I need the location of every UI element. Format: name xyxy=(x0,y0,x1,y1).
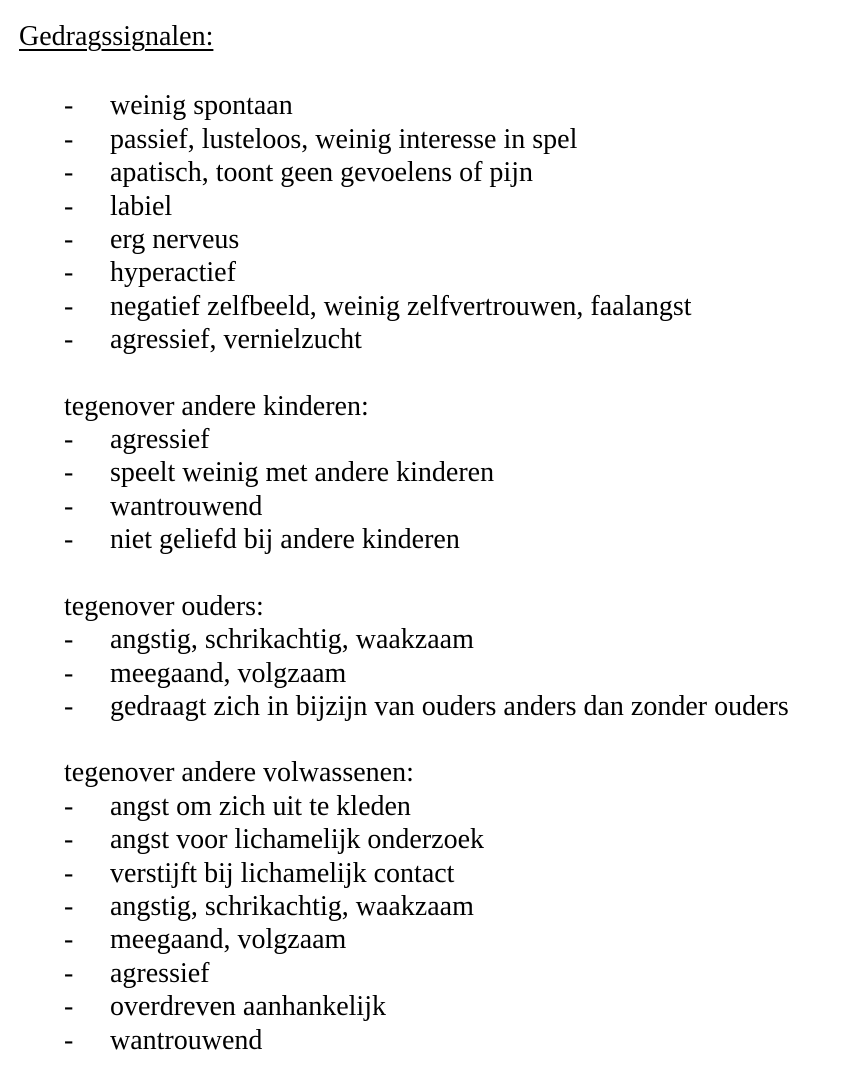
list-item-text: apatisch, toont geen gevoelens of pijn xyxy=(110,157,533,189)
list-item xyxy=(64,690,852,723)
dash-bullet: - xyxy=(64,490,74,522)
dash-bullet: - xyxy=(64,657,74,689)
dash-bullet: - xyxy=(64,957,74,989)
dash-bullet: - xyxy=(64,157,74,189)
dash-bullet: - xyxy=(64,624,74,656)
list-item-text: angstig, schrikachtig, waakzaam xyxy=(110,890,474,922)
list-item xyxy=(64,857,852,890)
list-item xyxy=(64,456,852,489)
dash-bullet: - xyxy=(64,790,74,822)
list-item-text: angst voor lichamelijk onderzoek xyxy=(110,824,484,856)
section-header: tegenover andere kinderen: xyxy=(64,390,369,422)
dash-bullet: - xyxy=(64,924,74,956)
dash-bullet: - xyxy=(64,1024,74,1056)
list-item-text: weinig spontaan xyxy=(110,90,293,122)
section-header: tegenover ouders: xyxy=(64,590,264,622)
section-towards-other-adults xyxy=(64,756,852,1057)
list-item xyxy=(64,323,852,356)
list-item xyxy=(64,657,852,690)
list-item xyxy=(64,123,852,156)
list-item-text: angstig, schrikachtig, waakzaam xyxy=(110,624,474,656)
list-item-text: niet geliefd bij andere kinderen xyxy=(110,524,460,556)
list-item xyxy=(64,423,852,456)
dash-bullet: - xyxy=(64,290,74,322)
dash-bullet: - xyxy=(64,257,74,289)
page-title-text: Gedragssignalen: xyxy=(19,21,214,52)
list-item-text: meegaand, volgzaam xyxy=(110,924,347,956)
list-item-text: angst om zich uit te kleden xyxy=(110,790,411,822)
list-item-text: labiel xyxy=(110,190,173,222)
list-item xyxy=(64,623,852,656)
list-item-text: negatief zelfbeeld, weinig zelfvertrouwen, faalangst xyxy=(110,290,692,322)
list-item xyxy=(64,823,852,856)
list-item xyxy=(64,890,852,923)
dash-bullet: - xyxy=(64,123,74,155)
list-item xyxy=(64,923,852,956)
dash-bullet: - xyxy=(64,690,74,722)
list-item xyxy=(64,957,852,990)
page-title xyxy=(19,20,852,53)
dash-bullet: - xyxy=(64,457,74,489)
list-item-text: agressief, vernielzucht xyxy=(110,324,362,356)
dash-bullet: - xyxy=(64,190,74,222)
dash-bullet: - xyxy=(64,90,74,122)
dash-bullet: - xyxy=(64,424,74,456)
dash-bullet: - xyxy=(64,991,74,1023)
list-item xyxy=(64,490,852,523)
list-item xyxy=(64,89,852,122)
list-item-text: meegaand, volgzaam xyxy=(110,657,347,689)
dash-bullet: - xyxy=(64,324,74,356)
list-item xyxy=(64,290,852,323)
list-item-text: agressief xyxy=(110,424,210,456)
list-item xyxy=(64,256,852,289)
dash-bullet: - xyxy=(64,524,74,556)
dash-bullet: - xyxy=(64,890,74,922)
list-item xyxy=(64,190,852,223)
list-item xyxy=(64,523,852,556)
dash-bullet: - xyxy=(64,224,74,256)
list-item-text: erg nerveus xyxy=(110,224,240,256)
list-item-text: agressief xyxy=(110,957,210,989)
list-item xyxy=(64,790,852,823)
list-item xyxy=(64,990,852,1023)
dash-bullet: - xyxy=(64,857,74,889)
list-item xyxy=(64,156,852,189)
section-towards-other-children xyxy=(64,390,852,557)
list-item-text: speelt weinig met andere kinderen xyxy=(110,457,495,489)
section-header: tegenover andere volwassenen: xyxy=(64,757,414,789)
section-towards-parents xyxy=(64,590,852,724)
dash-bullet: - xyxy=(64,824,74,856)
section-general-signals xyxy=(64,89,852,356)
list-item-text: hyperactief xyxy=(110,257,236,289)
list-item-text: wantrouwend xyxy=(110,1024,263,1056)
list-item xyxy=(64,1024,852,1057)
list-item-text: verstijft bij lichamelijk contact xyxy=(110,857,455,889)
list-item-text: gedraagt zich in bijzijn van ouders anders dan zonder ouders xyxy=(110,690,789,722)
list-item-text: overdreven aanhankelijk xyxy=(110,991,386,1023)
list-item xyxy=(64,223,852,256)
list-item-text: wantrouwend xyxy=(110,490,263,522)
list-item-text: passief, lusteloos, weinig interesse in spel xyxy=(110,123,578,155)
